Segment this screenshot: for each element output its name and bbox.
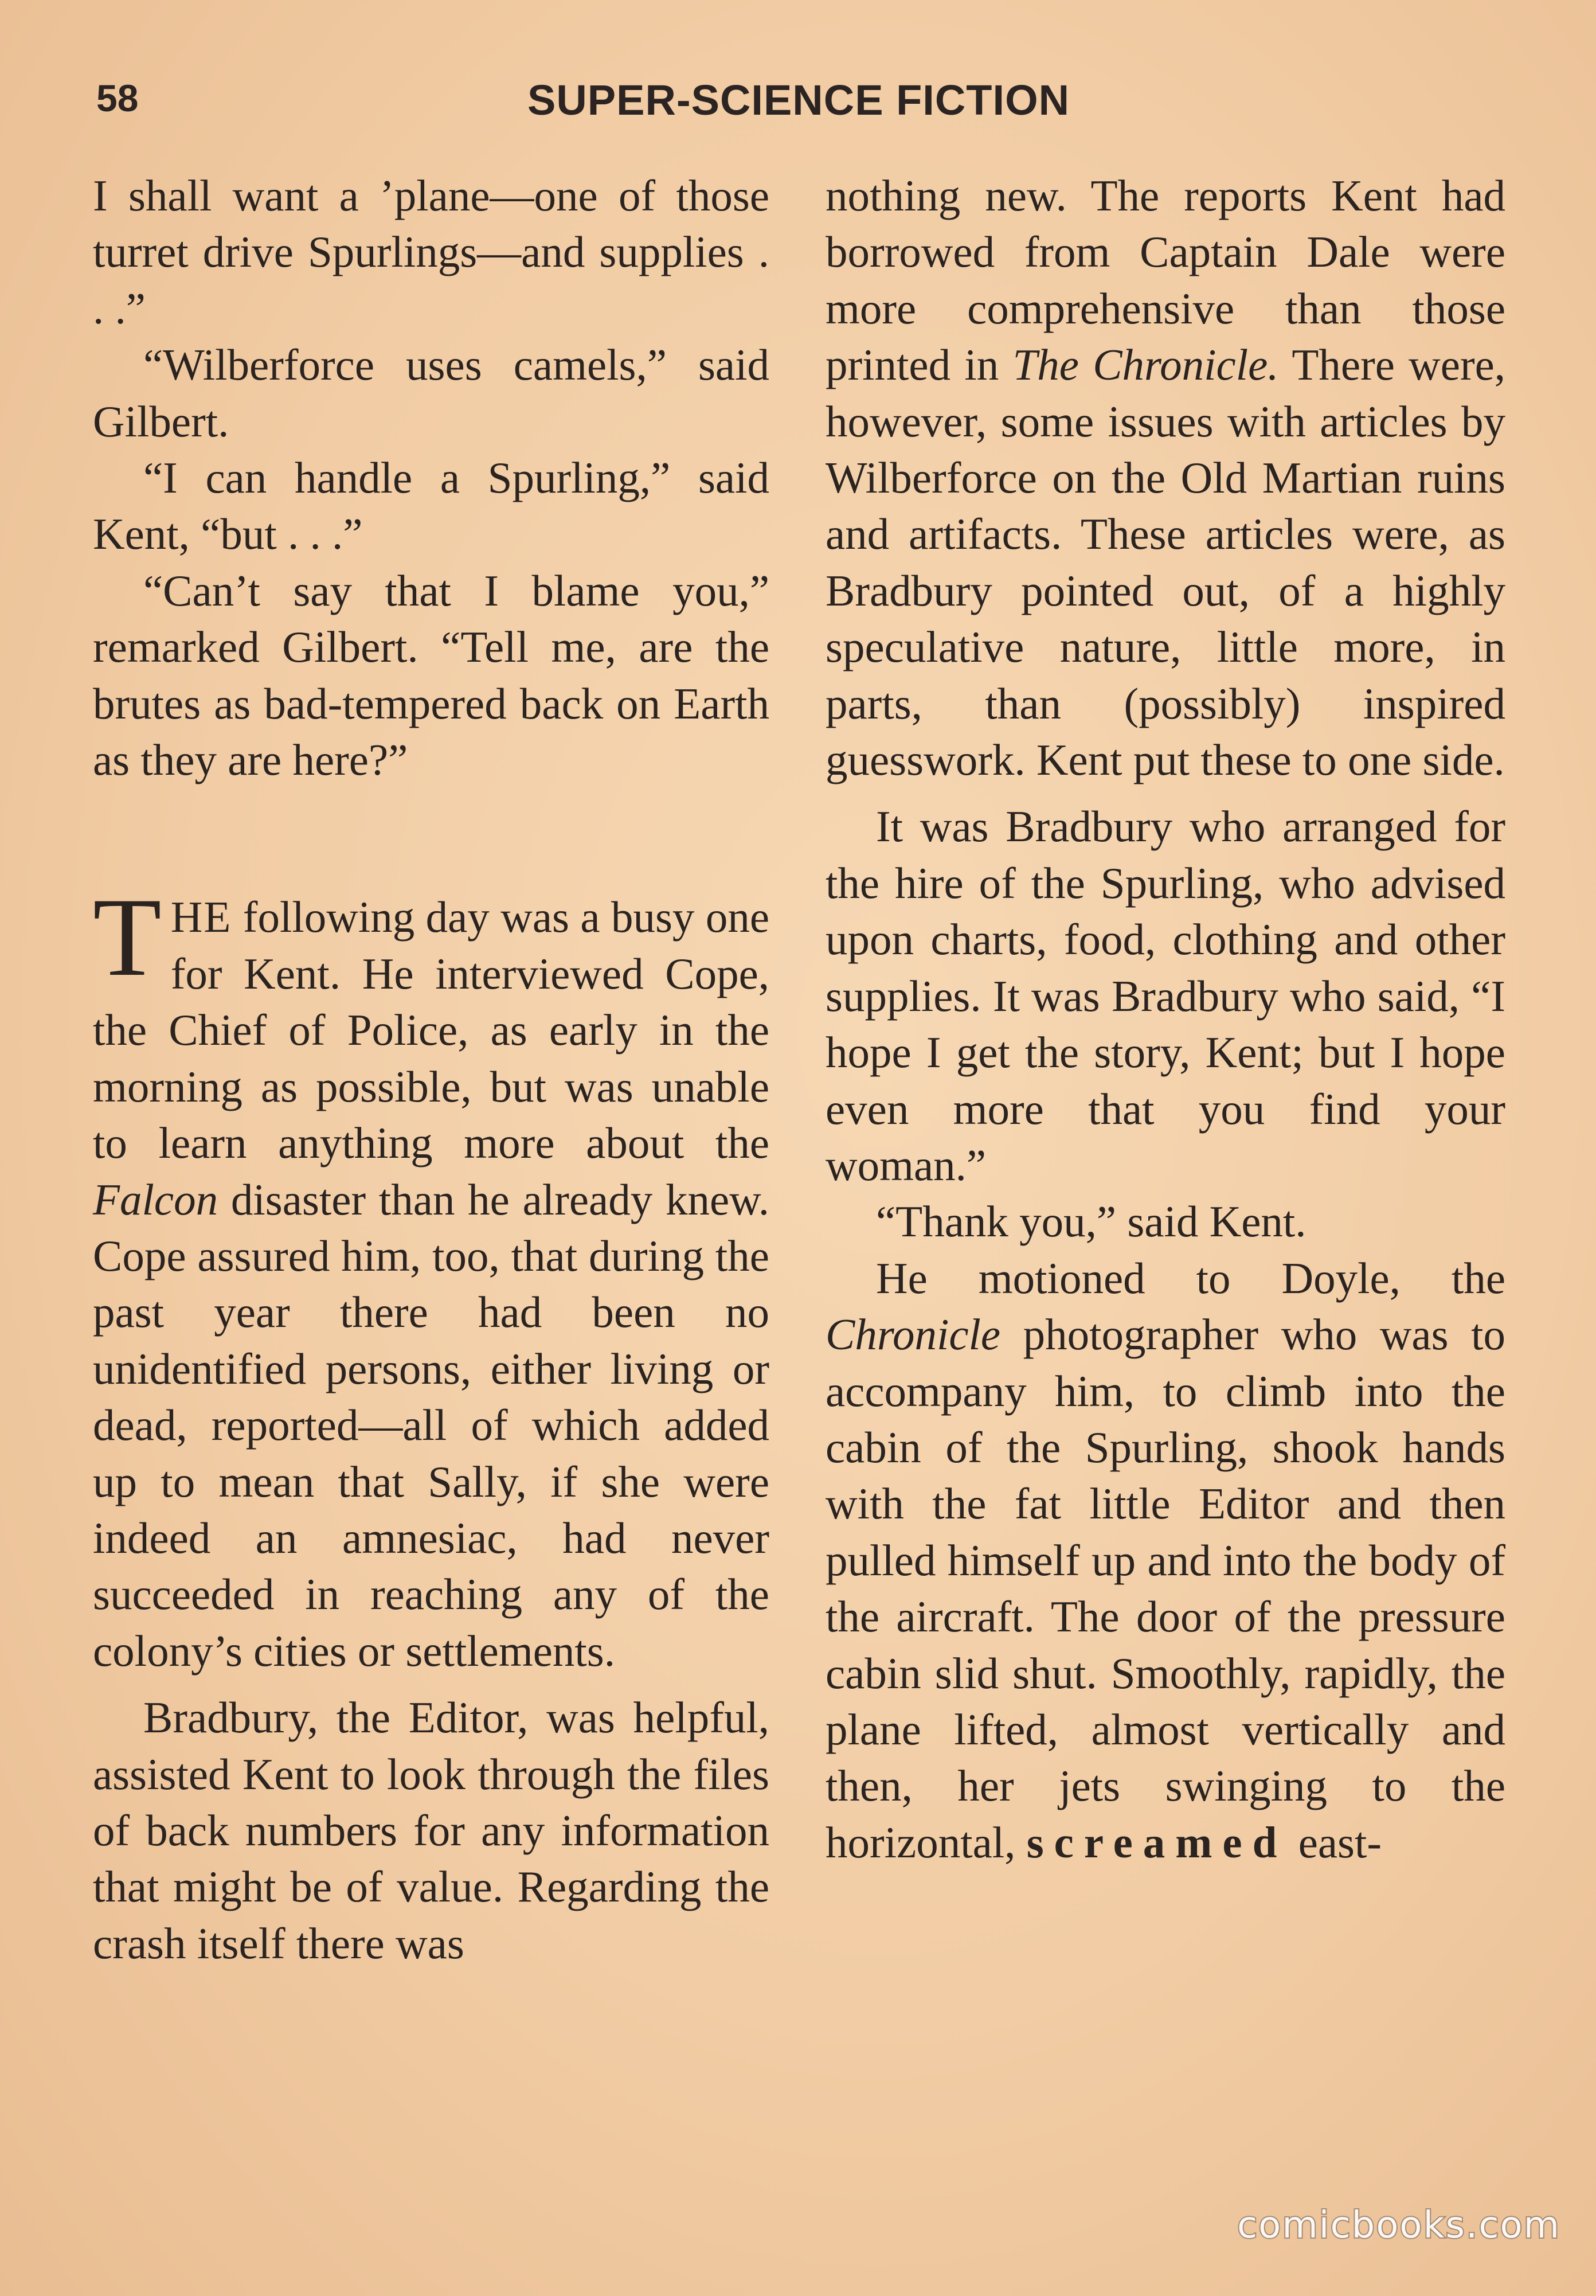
paragraph — [826, 1250, 1505, 1871]
newspaper-name: The Chronicle. — [1012, 340, 1279, 390]
ship-name: Falcon — [93, 1174, 218, 1224]
spaced-word: screamed — [1026, 1817, 1288, 1867]
text-run: He motioned to Doyle, the — [876, 1253, 1505, 1303]
left-column — [93, 167, 769, 1971]
page-number: 58 — [96, 77, 139, 119]
text-run: east- — [1287, 1817, 1382, 1867]
right-column — [826, 167, 1505, 1871]
text-run: nothing new. The reports Kent had borrowed from Captain Dale were more comprehensive than those printed in — [826, 171, 1505, 390]
running-head: SUPER-SCIENCE FICTION — [527, 76, 1070, 124]
paragraph: Bradbury, the Editor, was helpful, assisted Kent to look through the files of back numbers for any information that might be of value. Regarding the crash itself there was — [93, 1693, 769, 1968]
paragraph: I shall want a ’plane—one of those turret drive Spurlings—and supplies . . .” — [93, 171, 769, 333]
lead-in: HE — [170, 892, 232, 942]
text-run: photographer who was to accompany him, to climb into the cabin of the Spurling, shook hands with the fat little Editor and then pulled himself up and into the body of the aircraft. The door of the pressure cabin slid shut. Smoothly, rapidly, the plane lifted, almost vertically and then, her jets swinging to the horizontal, — [826, 1310, 1505, 1867]
watermark: comicbooks.com — [1237, 2204, 1560, 2247]
paragraph: It was Bradbury who arranged for the hire of the Spurling, who advised upon charts, food, clothing and other supplies. It was Bradbury who said, “I hope I get the story, Kent; but I hope even more that you find your woman.” — [826, 802, 1505, 1190]
paragraph: “Wilberforce uses camels,” said Gilbert. — [93, 340, 769, 446]
text-run: There were, however, some issues with articles by Wilberforce on the Old Martian ruins and artifacts. These articles were, as Bradbury pointed out, of a highly speculative nature, little more, in parts, than (possibly) inspired guesswork. Kent put these to one side. — [826, 340, 1506, 785]
paragraph: “I can handle a Spurling,” said Kent, “but . . .” — [93, 453, 769, 559]
section-break — [93, 788, 769, 889]
text-run: disaster than he already knew. Cope assured him, too, that during the past year there had been no unidentified persons, either living or dead, reported—all of which added up to mean that Sally, if she were indeed an amnesiac, had never succeeded in reaching any of the colony’s cities or settlements. — [93, 1174, 769, 1676]
drop-cap: T — [93, 875, 162, 1000]
text-run: following day was a busy one for Kent. He interviewed Cope, the Chief of Police, as early in the morning as possible, but was unable to learn anything more about the — [93, 892, 769, 1168]
paragraph — [93, 875, 769, 1679]
newspaper-name: Chronicle — [826, 1310, 1001, 1360]
paragraph — [826, 167, 1505, 788]
paragraph: “Thank you,” said Kent. — [876, 1197, 1306, 1247]
paragraph: “Can’t say that I blame you,” remarked Gilbert. “Tell me, are the brutes as bad-tempered back on Earth as they are here?” — [93, 565, 769, 785]
